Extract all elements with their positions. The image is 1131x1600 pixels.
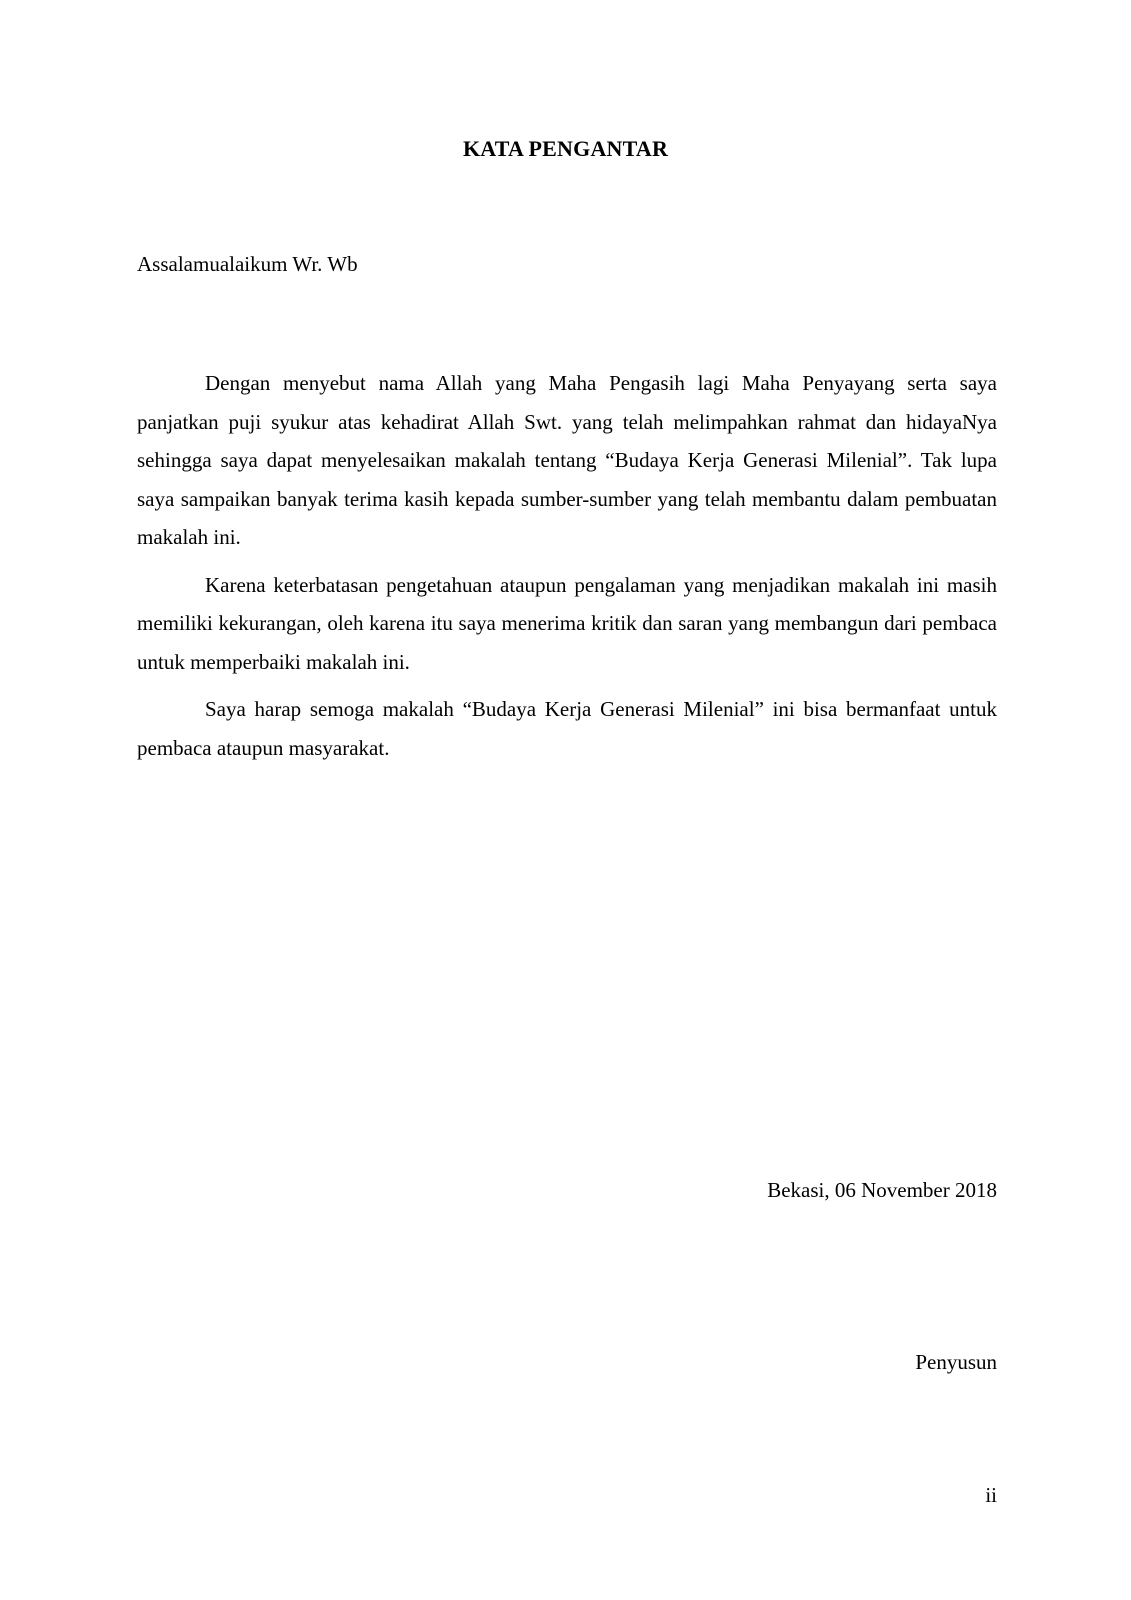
page-title: KATA PENGANTAR (462, 136, 669, 161)
paragraph-3: Saya harap semoga makalah “Budaya Kerja Generasi Milenial” ini bisa bermanfaat untuk pembaca ataupun masyarakat. (137, 697, 997, 760)
greeting: Assalamualaikum Wr. Wb (137, 252, 358, 276)
paragraph-2: Karena keterbatasan pengetahuan ataupun pengalaman yang menjadikan makalah ini masih memiliki kekurangan, oleh karena itu saya menerima kritik dan saran yang membangun dari pembaca untuk memperbaiki makalah ini. (137, 572, 997, 674)
author-label: Penyusun (915, 1350, 997, 1374)
page-number: ii (985, 1483, 997, 1507)
place-date: Bekasi, 06 November 2018 (767, 1178, 997, 1202)
paragraph-1: Dengan menyebut nama Allah yang Maha Pengasih lagi Maha Penyayang serta saya panjatkan puji syukur atas kehadirat Allah Swt. yang telah melimpahkan rahmat dan hidayaNya sehingga saya dapat menyelesaikan makalah tentang “Budaya Kerja Generasi Milenial”. Tak lupa saya sampaikan banyak terima kasih kepada sumber-sumber yang telah membantu dalam pembuatan makalah ini. (137, 371, 997, 549)
body-text (137, 364, 997, 776)
